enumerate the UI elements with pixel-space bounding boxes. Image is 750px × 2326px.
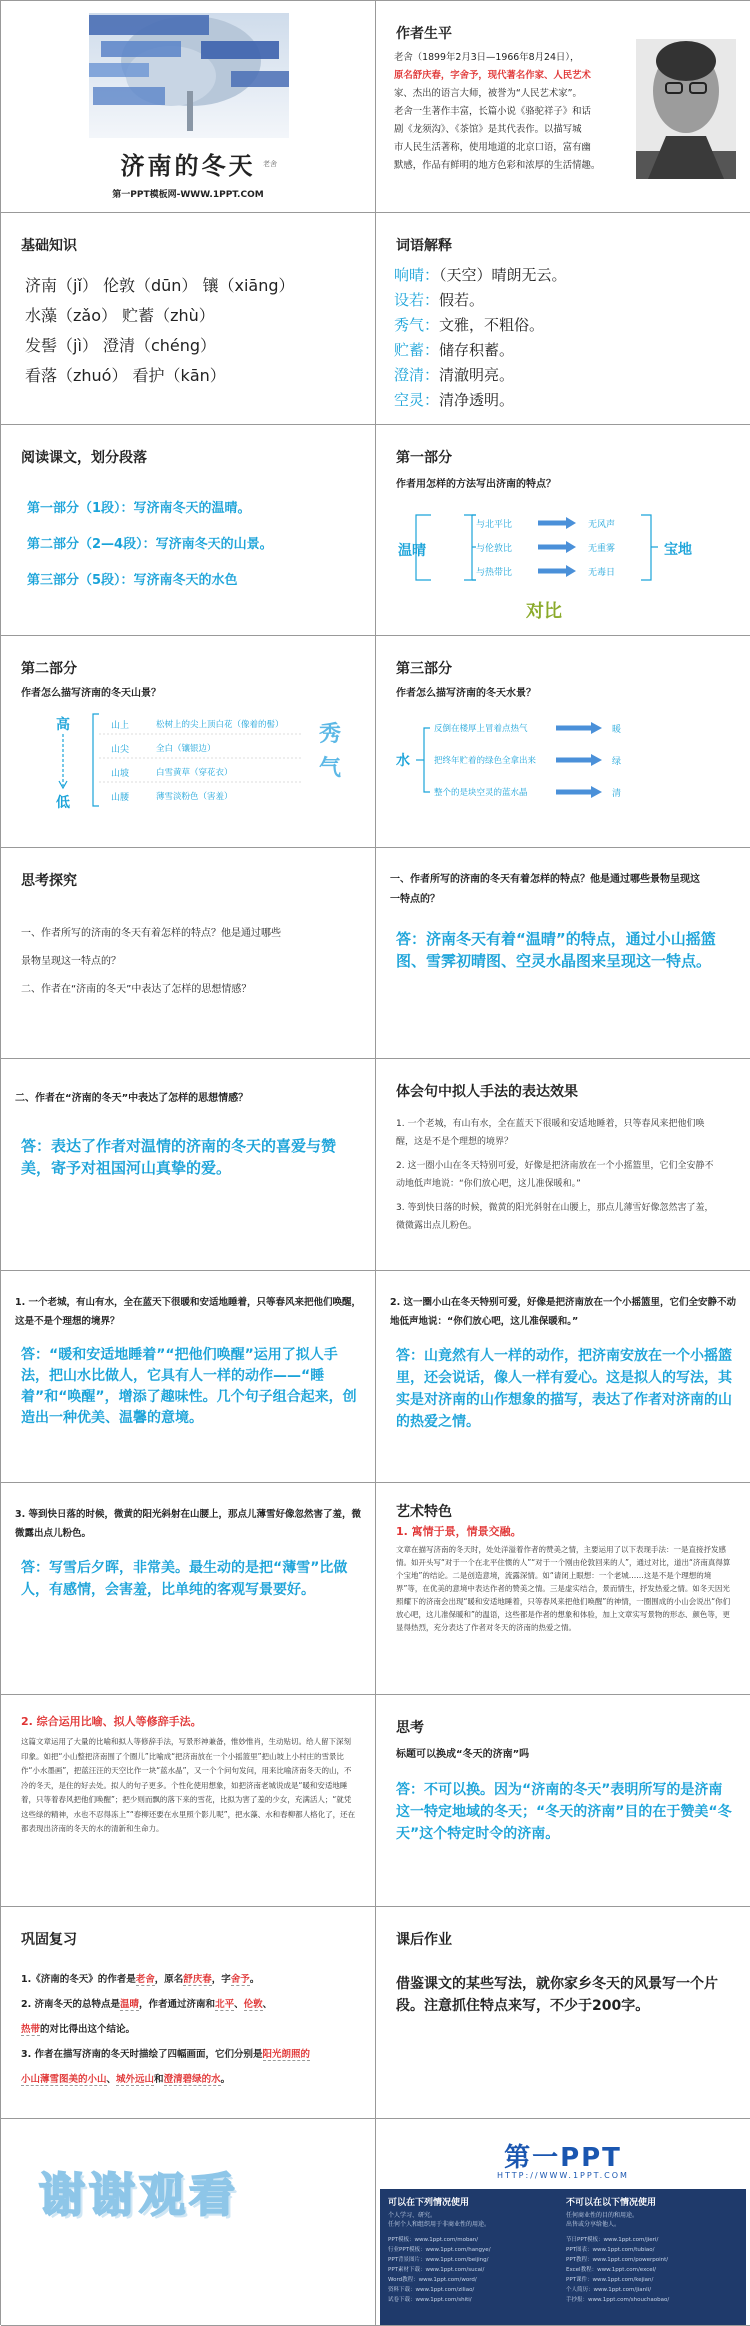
slide-heading: 第三部分 xyxy=(396,661,452,677)
slide-homework xyxy=(376,1907,750,2119)
slide-thanks xyxy=(1,2119,376,2326)
brand-url: HTTP://WWW.1PPT.COM xyxy=(497,2171,629,2180)
parts-list xyxy=(27,491,273,599)
question: 标题可以换成“冬天的济南”吗 xyxy=(396,1749,530,1760)
disallowed-title: 不可以在以下情况使用 xyxy=(566,2198,657,2208)
resource-link[interactable]: Excel教程：www.1ppt.com/excel/ xyxy=(566,2267,657,2273)
water-desc: 反倒在楼厚上冒着点热气 xyxy=(434,724,528,734)
resource-link[interactable]: PPT背景图片：www.1ppt.com/beijing/ xyxy=(388,2257,489,2263)
resource-link[interactable]: PPT图表：www.1ppt.com/tubiao/ xyxy=(566,2247,655,2253)
vocab-item: 设若：假若。 xyxy=(394,291,485,309)
question: 3. 等到快日落的时候，微黄的阳光斜射在山腰上，那点儿薄雪好像忽然害了羞，微微露出点儿粉色。 xyxy=(15,1509,362,1539)
right-label: 宝地 xyxy=(664,542,692,558)
question: 作者怎么描写济南的冬天水景？ xyxy=(396,688,536,699)
slide-answer-sentence-2 xyxy=(376,1271,750,1483)
lesson-title: 济南的冬天 xyxy=(120,152,256,180)
question: 1. 一个老城，有山有水，全在蓝天下很暖和安适地睡着，只等春风来把他们唤醒，这是不是个理想的境界？ xyxy=(15,1297,362,1327)
compare-item: 与热带比 xyxy=(476,568,513,578)
feature-title: 1. 寓情于景，情景交融。 xyxy=(396,1525,522,1538)
slide-basic-knowledge xyxy=(1,213,376,425)
resource-link[interactable]: 节日PPT模板：www.1ppt.com/jieri/ xyxy=(566,2237,659,2243)
allowed-title: 可以在下列情况使用 xyxy=(388,2198,470,2208)
contrast-label: 对比 xyxy=(526,601,562,622)
resource-link[interactable]: PPT教程：www.1ppt.com/powerpoint/ xyxy=(566,2257,669,2263)
disallowed-list: 任何商业性的目的和用途。 出售或分享给他人。 xyxy=(566,2212,639,2228)
sentence-item: 1. 一个老城，有山有水，全在蓝天下很暖和安适地睡着，只等春风来把他们唤醒，这是不是个理想的境界？ xyxy=(396,1119,705,1147)
mountain-desc: 全白（镶银边） xyxy=(156,744,216,754)
thanks-text: 谢谢观看 xyxy=(39,2168,239,2222)
slide-heading: 第二部分 xyxy=(21,661,77,677)
question: 作者怎么描写济南的冬天山景？ xyxy=(21,688,161,699)
result-item: 无毒日 xyxy=(588,568,616,578)
links-right xyxy=(566,2235,669,2305)
vocab-item: 空灵：清净透明。 xyxy=(394,391,515,409)
sentence-item: 3. 等到快日落的时候，微黄的阳光斜射在山腰上，那点儿薄雪好像忽然害了羞，微微露出点儿粉色。 xyxy=(396,1203,714,1231)
mountain-part: 山上 xyxy=(111,721,130,731)
site-subtitle: 第一PPT模板网-WWW.1PPT.COM xyxy=(112,190,264,200)
vocab-item: 贮蓄：储存积蓄。 xyxy=(394,341,515,359)
pinyin-row: 看落（zhuó） 看护（kān） xyxy=(25,366,226,385)
review-line: 热带的对比得出这个结论。 xyxy=(21,2024,136,2035)
water-trait: 清 xyxy=(612,789,622,799)
water-diagram xyxy=(376,636,750,848)
pinyin-row: 发髻（jì） 澄清（chéng） xyxy=(25,336,217,355)
homework-text: 借鉴课文的某些写法，就你家乡冬天的风景写一个片段。注意抓住特点来写，不少于200字。 xyxy=(396,1976,718,2014)
slide-paragraph-division xyxy=(1,425,376,636)
slide-author-bio xyxy=(376,1,750,213)
vocab-item: 响晴：（天空）晴朗无云。 xyxy=(394,266,567,284)
high-label: 高 xyxy=(56,717,70,733)
sentence-list xyxy=(396,1115,716,1235)
question-list xyxy=(21,920,281,1004)
links-left xyxy=(388,2235,491,2305)
vocab-item: 澄清：清澈明亮。 xyxy=(394,366,515,384)
vocab-item: 秀气：文雅，不粗俗。 xyxy=(394,316,545,334)
resource-link[interactable]: 试卷下载：www.1ppt.com/shiti/ xyxy=(388,2297,472,2303)
slide-license xyxy=(376,2119,750,2326)
slide-think-title xyxy=(376,1695,750,1907)
slide-thinking xyxy=(1,848,376,1059)
mountain-part: 山坡 xyxy=(111,769,130,779)
answer-text: 答：不可以换。因为“济南的冬天”表明所写的是济南这一特定地域的冬天；“冬天的济南”目的在于赞美“冬天”这个特定时令的济南。 xyxy=(396,1782,732,1842)
review-questions xyxy=(21,1967,361,2092)
bio-line: 老舍一生著作丰富，长篇小说《骆驼祥子》和话 xyxy=(394,106,591,117)
allowed-list: 个人学习、研究。 任何个人和组织用于非商业性的用途。 xyxy=(388,2212,491,2228)
question-line: 二、作者在“济南的冬天”中表达了怎样的思想情感？ xyxy=(21,984,252,995)
feature-body: 这篇文章运用了大量的比喻和拟人等修辞手法，写景形神兼备，惟妙惟肖，生动贴切。给人留下深刻印象。如把“小山整把济南围了个圈儿”比喻成“把济南放在一个小摇篮里”把山坡上小村庄的雪景比作“小水墨画”，把蓝汪汪的天空比作一块“蓝水晶”，又一个个问句发问，用来比喻济南冬天的山，不冷的冬天，是住的好去处。拟人的句子更多。个性化使用想象，如把济南老城说成是“暖和安适地睡着，只等着春风把他们唤醒”；把少则而飘的落下来的雪花，比拟为害了羞的少女，充满活人；“就凭这些绿的精神，水也不忍得冻上”“春柳还要在水里照个影儿呢”，把水藻、水和春柳都人格化了，还在都表现出济南的冬天的水的清新和生命力。 xyxy=(21,1737,356,1833)
water-desc: 把终年贮着的绿色全拿出来 xyxy=(434,756,537,766)
slide-heading: 基础知识 xyxy=(21,238,77,254)
low-label: 低 xyxy=(56,795,70,811)
brand-logo: 第一PPT xyxy=(504,2143,622,2173)
bio-line: 默感，作品有鲜明的地方色彩和浓厚的生活情趣。 xyxy=(394,160,601,171)
slide-heading: 作者生平 xyxy=(396,26,452,42)
author-portrait xyxy=(376,1,750,213)
question-line: 一、作者所写的济南的冬天有着怎样的特点？他是通过哪些景物呈现这 xyxy=(390,874,700,885)
slide-heading: 体会句中拟人手法的表达效果 xyxy=(396,1084,578,1100)
answer-text: 答：写雪后夕晖，非常美。最生动的是把“薄雪”比做人，有感情，会害羞，比单纯的客观写景要好。 xyxy=(21,1560,348,1598)
mountain-desc: 松树上的尖上顶白花（像着的髻） xyxy=(156,720,284,730)
resource-link[interactable]: PPT素材下载：www.1ppt.com/sucai/ xyxy=(388,2267,485,2273)
question: 作者用怎样的方法写出济南的特点？ xyxy=(396,479,556,490)
bio-line: 剧《龙须沟》、《茶馆》是其代表作。以描写城 xyxy=(394,124,582,135)
mountain-desc: 薄雪淡粉色（害羞） xyxy=(156,792,233,802)
answer-text: 答：济南冬天有着“温晴”的特点，通过小山摇篮图、雪霁初晴图、空灵水晶图来呈现这一特点。 xyxy=(396,930,716,970)
feature-body: 文章在描写济南的冬天时，处处洋溢着作者的赞美之情，主要运用了以下表现手法：一是直接抒发感情。如开头写“对于一个在北平住惯的人”“对于一个刚由伦敦回来的人”，通过对比，道出“济南真得算个宝地”的结论。二是创造意境，流露深情。如“请闭上眼想：一个老城……这是不是个理想的境界”等，在优美的意境中表达作者的赞美之情。三是虚实结合，景而情生，抒发热爱之情。如冬天因光照耀下的济南会出现“暖和安适地睡着，只等春风来把他们唤醒”的神情，一圈围成的小山会说出“你们放心吧，这儿准保暖和”的温语，这些都是作者的想象和体验，加上文章实写景物的形态、颜色等，更显得热烈，充分表达了作者对冬天的济南的热爱之情。 xyxy=(396,1545,731,1632)
mountain-part: 山尖 xyxy=(111,745,130,755)
slide-art-features xyxy=(376,1483,750,1695)
review-line: 1.《济南的冬天》的作者是老舍，原名舒庆春，字舍予。 xyxy=(21,1974,260,1985)
slide-heading: 艺术特色 xyxy=(396,1504,452,1520)
pinyin-list xyxy=(25,271,295,391)
bio-line: 原名舒庆春，字舍予，现代著名作家、人民艺术 xyxy=(394,70,591,81)
mountain-part: 山腰 xyxy=(111,793,130,803)
slide-answer-two xyxy=(1,1059,376,1271)
result-item: 无风声 xyxy=(588,520,616,530)
pinyin-row: 济南（jǐ） 伦敦（dūn） 镶（xiāng） xyxy=(25,276,295,295)
slide-heading: 课后作业 xyxy=(396,1932,452,1948)
slide-rhetoric xyxy=(1,1695,376,1907)
slide-part-one xyxy=(376,425,750,636)
review-line: 3. 作者在描写济南的冬天时描绘了四幅画面，它们分别是阳光朗照的 xyxy=(21,2049,311,2060)
comparison-diagram xyxy=(376,425,750,636)
vocab-list xyxy=(394,263,567,413)
sentence-item: 2. 这一圈小山在冬天特别可爱，好像是把济南放在一个小摇篮里，它们全安静不动地低声地说：“你们放心吧，这儿准保暖和。” xyxy=(396,1161,714,1189)
slide-heading: 第一部分 xyxy=(396,450,452,466)
compare-item: 与伦敦比 xyxy=(476,544,513,554)
mountain-desc: 白雪黄草（穿花衣） xyxy=(156,768,233,778)
water-label: 水 xyxy=(396,753,410,769)
pinyin-row: 水藻（zǎo） 贮蓄（zhù） xyxy=(25,306,215,325)
slide-review xyxy=(1,1907,376,2119)
review-line: 2. 济南冬天的总特点是温晴，作者通过济南和北平、伦敦、 xyxy=(21,1999,273,2010)
resource-link[interactable]: 行业PPT模板：www.1ppt.com/hangye/ xyxy=(388,2247,491,2253)
result-item: 无重雾 xyxy=(588,544,616,554)
snow-tree-picture xyxy=(1,1,376,213)
feature-title: 2. 综合运用比喻、拟人等修辞手法。 xyxy=(21,1715,202,1728)
slide-personification xyxy=(376,1059,750,1271)
slide-vocabulary xyxy=(376,213,750,425)
question-line: 一特点的？ xyxy=(390,894,440,905)
question: 二、作者在“济南的冬天”中表达了怎样的思想情感？ xyxy=(15,1093,249,1104)
part-item: 第一部分（1段）：写济南冬天的温晴。 xyxy=(27,501,251,516)
compare-item: 与北平比 xyxy=(476,520,513,530)
slide-answer-one xyxy=(376,848,750,1059)
slide-heading: 阅读课文，划分段落 xyxy=(21,450,147,466)
resource-link[interactable]: Word教程：www.1ppt.com/word/ xyxy=(388,2277,477,2283)
slide-answer-sentence-1 xyxy=(1,1271,376,1483)
question xyxy=(390,870,740,910)
slide-part-three xyxy=(376,636,750,848)
graceful-label: 秀气 xyxy=(319,722,342,781)
slide-answer-sentence-3 xyxy=(1,1483,376,1695)
slide-heading: 思考探究 xyxy=(21,873,77,889)
resource-link[interactable]: 个人简历：www.1ppt.com/jianli/ xyxy=(566,2287,652,2293)
resource-link[interactable]: 手抄报：www.1ppt.com/shouchaobao/ xyxy=(566,2297,670,2303)
left-label: 温晴 xyxy=(398,543,426,559)
review-line: 小山薄雪图美的小山、城外远山和澄清碧绿的水。 xyxy=(21,2074,231,2085)
slide-heading: 巩固复习 xyxy=(21,1932,77,1948)
water-trait: 暖 xyxy=(612,725,622,735)
slide-title xyxy=(1,1,376,213)
answer-text: 答：表达了作者对温情的济南的冬天的喜爱与赞美，寄予对祖国河山真挚的爱。 xyxy=(21,1137,337,1177)
bio-line: 家、杰出的语言大师，被誉为“人民艺术家”。 xyxy=(394,88,582,99)
question: 2. 这一圈小山在冬天特别可爱，好像是把济南放在一个小摇篮里，它们全安静不动地低声地说：“你们放心吧，这儿准保暖和。” xyxy=(390,1297,737,1327)
part-item: 第三部分（5段）：写济南冬天的水色 xyxy=(27,573,238,588)
bio-line: 老舍（1899年2月3日—1966年8月24日）， xyxy=(394,52,580,63)
resource-link[interactable]: PPT模板：www.1ppt.com/moban/ xyxy=(388,2237,479,2243)
slide-heading: 词语解释 xyxy=(396,238,452,254)
license-panel xyxy=(380,2189,746,2325)
author-tag: 老舍 xyxy=(263,160,277,168)
answer-text: 答：山竟然有人一样的动作，把济南安放在一个小摇篮里，还会说话，像人一样有爱心。这是拟人的写法，其实是对济南的山作想象的描写，表达了作者对济南的山的热爱之情。 xyxy=(396,1348,732,1430)
water-desc: 整个的是块空灵的蓝水晶 xyxy=(434,788,528,798)
answer-text: 答：“暖和安适地睡着”“把他们唤醒”运用了拟人手法，把山水比做人，它具有人一样的动作——“睡着”和“唤醒”，增添了趣味性。几个句子组合起来，创造出一种优美、温馨的意境。 xyxy=(21,1347,357,1426)
resource-link[interactable]: PPT课件：www.1ppt.com/kejian/ xyxy=(566,2277,654,2283)
bio-line: 市人民生活著称，使用地道的北京口语，富有幽 xyxy=(394,142,591,153)
part-item: 第二部分（2—4段）：写济南冬天的山景。 xyxy=(27,537,273,552)
resource-link[interactable]: 资料下载：www.1ppt.com/ziliao/ xyxy=(388,2287,475,2293)
slide-heading: 思考 xyxy=(396,1720,424,1736)
water-trait: 绿 xyxy=(612,757,622,767)
slide-part-two xyxy=(1,636,376,848)
question-line: 景物呈现这一特点的？ xyxy=(21,956,121,967)
question-line: 一、作者所写的济南的冬天有着怎样的特点？他是通过哪些 xyxy=(21,928,281,939)
